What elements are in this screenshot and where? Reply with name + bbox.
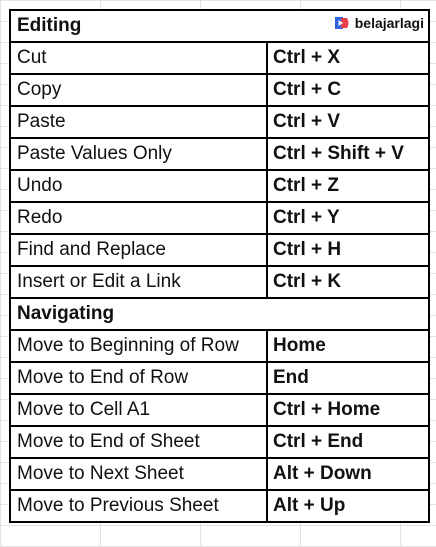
shortcut-cell[interactable]: Ctrl + Shift + V (267, 138, 429, 170)
shortcut-cell[interactable]: Ctrl + X (267, 42, 429, 74)
table-row (10, 362, 429, 394)
section-header-row (10, 10, 429, 42)
action-cell[interactable]: Redo (10, 202, 267, 234)
section-title: Editing (17, 15, 82, 36)
action-cell[interactable]: Move to Previous Sheet (10, 490, 267, 522)
table-row (10, 394, 429, 426)
section-header-row (10, 298, 429, 330)
section-header-cell[interactable] (10, 298, 429, 330)
shortcut-cell[interactable]: Ctrl + K (267, 266, 429, 298)
table-row (10, 330, 429, 362)
section-title: Navigating (17, 303, 115, 324)
table-row (10, 202, 429, 234)
shortcut-cell[interactable]: Ctrl + End (267, 426, 429, 458)
table-row (10, 490, 429, 522)
table-row (10, 74, 429, 106)
table-row (10, 426, 429, 458)
table-row (10, 170, 429, 202)
action-cell[interactable]: Move to Beginning of Row (10, 330, 267, 362)
shortcut-cell[interactable]: Ctrl + V (267, 106, 429, 138)
action-cell[interactable]: Paste Values Only (10, 138, 267, 170)
section-header-cell[interactable] (10, 10, 429, 42)
table-row (10, 138, 429, 170)
table-row (10, 42, 429, 74)
table-row (10, 458, 429, 490)
action-cell[interactable]: Paste (10, 106, 267, 138)
shortcut-cell[interactable]: Home (267, 330, 429, 362)
brand-logo (334, 15, 424, 31)
shortcut-cell[interactable]: Ctrl + Y (267, 202, 429, 234)
brand-name: belajarlagi (354, 15, 424, 31)
shortcut-cell[interactable]: Ctrl + Home (267, 394, 429, 426)
action-cell[interactable]: Insert or Edit a Link (10, 266, 267, 298)
table-row (10, 106, 429, 138)
table-row (10, 234, 429, 266)
action-cell[interactable]: Undo (10, 170, 267, 202)
table-row (10, 266, 429, 298)
action-cell[interactable]: Move to End of Sheet (10, 426, 267, 458)
shortcut-cell[interactable]: Alt + Up (267, 490, 429, 522)
action-cell[interactable]: Move to Cell A1 (10, 394, 267, 426)
shortcut-table (9, 9, 430, 523)
shortcut-cell[interactable]: End (267, 362, 429, 394)
action-cell[interactable]: Copy (10, 74, 267, 106)
shortcut-cell[interactable]: Alt + Down (267, 458, 429, 490)
belajarlagi-logo-icon (334, 16, 351, 30)
action-cell[interactable]: Move to Next Sheet (10, 458, 267, 490)
shortcut-cell[interactable]: Ctrl + Z (267, 170, 429, 202)
shortcut-cell[interactable]: Ctrl + C (267, 74, 429, 106)
action-cell[interactable]: Cut (10, 42, 267, 74)
action-cell[interactable]: Find and Replace (10, 234, 267, 266)
action-cell[interactable]: Move to End of Row (10, 362, 267, 394)
shortcut-cell[interactable]: Ctrl + H (267, 234, 429, 266)
